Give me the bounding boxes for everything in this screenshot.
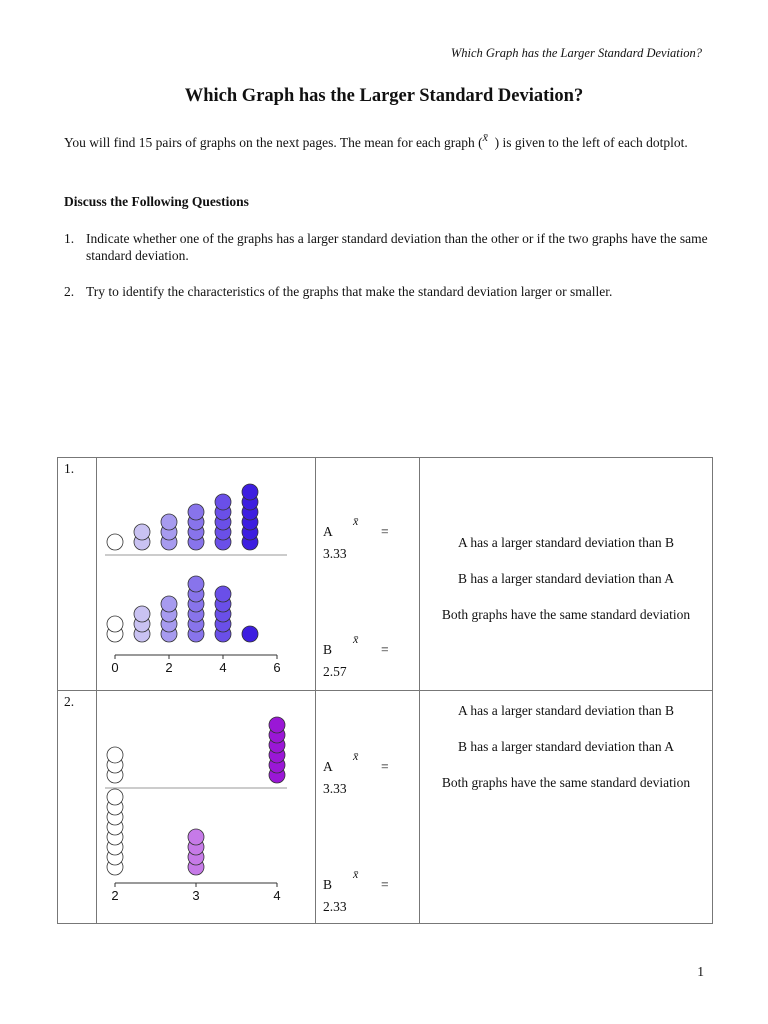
dot-graph-b: [161, 596, 177, 612]
dot-graph-a: [107, 534, 123, 550]
tick-label: 4: [273, 888, 281, 903]
mean-symbol: x̄: [353, 514, 359, 528]
graph-label: B: [323, 642, 333, 657]
question-item: [64, 283, 714, 300]
dot-graph-b: [188, 576, 204, 592]
graph-label: A: [323, 759, 333, 774]
choice-b-larger[interactable]: B has a larger standard deviation than A: [457, 571, 675, 586]
choice-b-larger[interactable]: B has a larger standard deviation than A: [457, 739, 675, 754]
pair-number-cell: [58, 458, 97, 691]
tick-label: 3: [192, 888, 200, 903]
pair-number-cell: [58, 691, 97, 924]
equals-sign: =: [381, 877, 389, 892]
equals-sign: =: [381, 759, 389, 774]
dot-graph-a: [269, 717, 285, 733]
dot-graph-a: [107, 747, 123, 763]
question-text: Indicate whether one of the graphs has a larger standard deviation than the other or if the two graphs have the same standard deviation.: [86, 231, 708, 263]
dot-graph-b: [188, 829, 204, 845]
mean-value: 3.33: [323, 546, 347, 561]
graph-pairs-table: [57, 457, 713, 924]
question-text: Try to identify the characteristics of the graphs that make the standard deviation larger or smaller.: [86, 284, 613, 299]
dot-graph-b: [107, 616, 123, 632]
tick-label: 6: [273, 660, 281, 675]
dot-graph-a: [161, 514, 177, 530]
mean-cell: [316, 691, 420, 924]
mean-value: 2.57: [323, 664, 347, 679]
dot-graph-b: [242, 626, 258, 642]
dot-graph-a: [134, 524, 150, 540]
question-number: 2.: [64, 284, 75, 299]
dot-graph-b: [215, 586, 231, 602]
choice-a-larger[interactable]: A has a larger standard deviation than B: [457, 703, 675, 718]
tick-label: 2: [165, 660, 173, 675]
tick-label: 2: [111, 888, 119, 903]
table-row: [58, 458, 713, 691]
mean-cell: [316, 458, 420, 691]
pair-number: 2.: [64, 694, 75, 709]
dotplot-cell: [97, 691, 316, 924]
discuss-heading: Discuss the Following Questions: [64, 194, 249, 209]
choice-a-larger[interactable]: A has a larger standard deviation than B: [457, 535, 675, 550]
question-item: [64, 230, 714, 264]
equals-sign: =: [381, 524, 389, 539]
graph-label: B: [323, 877, 333, 892]
mean-symbol: x̄: [482, 130, 488, 144]
mean-value: 2.33: [323, 899, 347, 914]
mean-symbol: x̄: [353, 867, 359, 881]
intro-paragraph: [64, 132, 714, 154]
question-list: [64, 230, 714, 319]
dot-graph-a: [242, 484, 258, 500]
pair-number: 1.: [64, 461, 75, 476]
choices-cell: [420, 691, 713, 924]
equals-sign: =: [381, 642, 389, 657]
dot-graph-a: [215, 494, 231, 510]
running-header: Which Graph has the Larger Standard Deviation?: [450, 46, 702, 60]
dot-graph-b: [107, 789, 123, 805]
tick-label: 4: [219, 660, 227, 675]
page-number: 1: [697, 964, 704, 979]
intro-text-before: You will find 15 pairs of graphs on the next pages. The mean for each graph (: [64, 135, 483, 150]
choices-cell: [420, 458, 713, 691]
dot-graph-b: [134, 606, 150, 622]
intro-text-after: ) is given to the left of each dotplot.: [494, 135, 688, 150]
dotplot-cell: [97, 458, 316, 691]
question-number: 1.: [64, 231, 75, 246]
tick-label: 0: [111, 660, 119, 675]
dot-graph-a: [188, 504, 204, 520]
table-row: [58, 691, 713, 924]
graph-label: A: [323, 524, 333, 539]
dotplot-pair-2: [97, 691, 315, 923]
choice-same[interactable]: Both graphs have the same standard deviation: [441, 607, 691, 622]
mean-symbol: x̄: [353, 749, 359, 763]
choice-same[interactable]: Both graphs have the same standard deviation: [441, 775, 691, 790]
dotplot-pair-1: [97, 458, 315, 690]
mean-symbol: x̄: [353, 632, 359, 646]
page-title: Which Graph has the Larger Standard Deviation?: [184, 86, 584, 106]
mean-value: 3.33: [323, 781, 347, 796]
